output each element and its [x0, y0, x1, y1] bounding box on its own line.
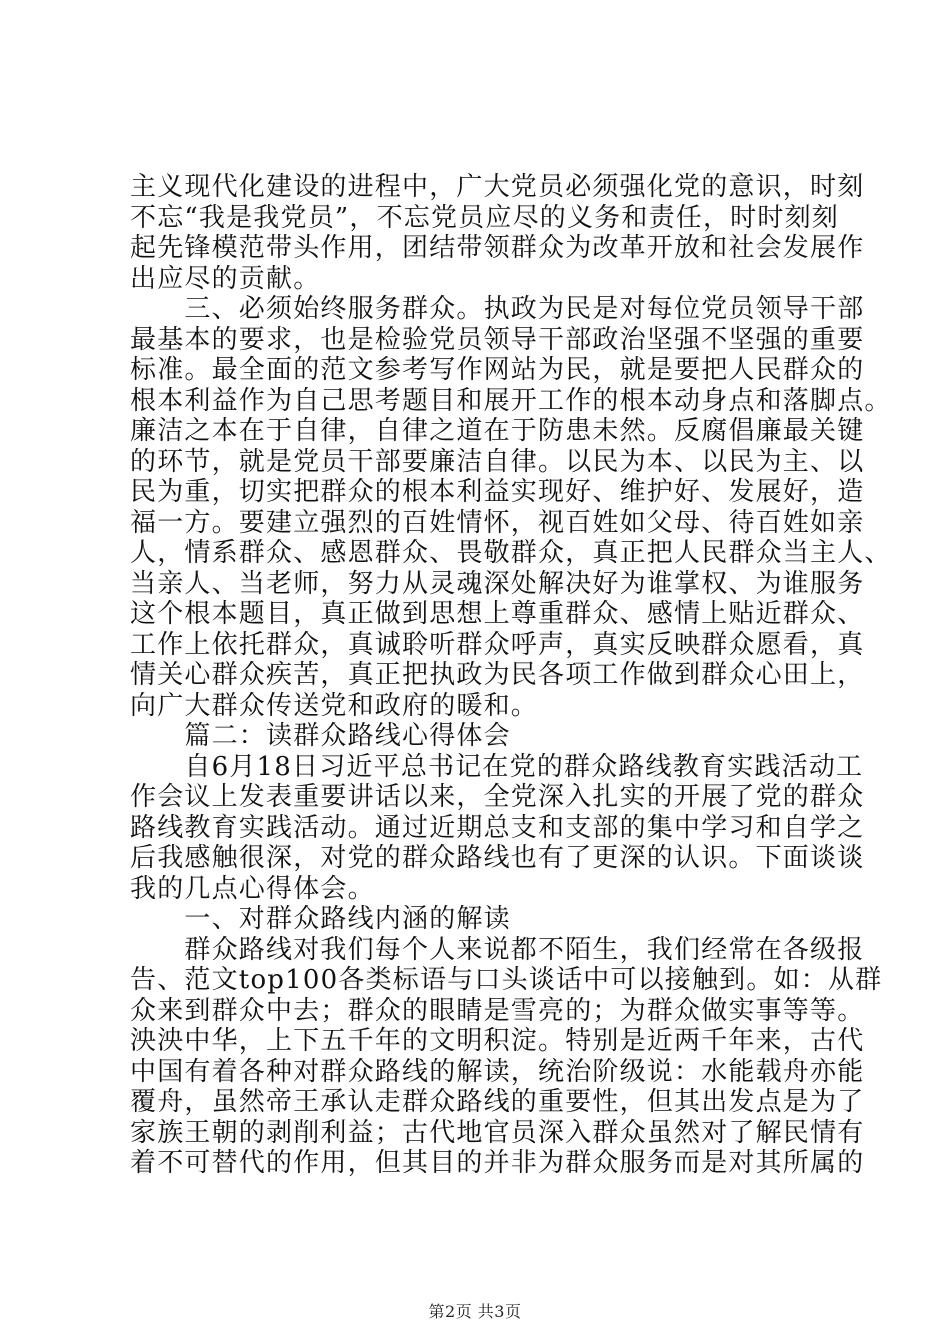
text-line: 人，情系群众、感恩群众、畏敬群众，真正把人民群众当主人、	[130, 538, 892, 568]
text-line: 廉洁之本在于自律，自律之道在于防患未然。反腐倡廉最关键	[130, 416, 865, 446]
text-line: 出应尽的贡献。	[130, 263, 321, 294]
text-line: 根本利益作为自己思考题目和展开工作的根本动身点和落脚点。	[130, 385, 892, 416]
text-line-overflow-a: 家族王朝的剥削利益；古代地官员深入群众虽然对了解民情有	[130, 1117, 865, 1148]
text-line: 民为重，切实把群众的根本利益实现好、维护好、发展好，造	[130, 477, 865, 507]
section-heading: 篇二：读群众路线心得体会	[130, 721, 511, 751]
text-line: 泱泱中华，上下五千年的文明积淀。特别是近两千年来，古代	[130, 1026, 865, 1056]
text-line: 起先锋模范带头作用，团结带领群众为改革开放和社会发展作	[130, 233, 865, 263]
text-line: 我的几点心得体会。	[130, 873, 375, 904]
section-heading: 一、对群众路线内涵的解读	[130, 904, 511, 934]
text-line: 最基本的要求，也是检验党员领导干部政治坚强不坚强的重要	[130, 324, 865, 355]
text-line: 标准。最全面的范文参考写作网站为民，就是要把人民群众的	[130, 355, 865, 385]
text-line: 工作上依托群众，真诚聆听群众呼声，真实反映群众愿看，真	[130, 629, 865, 660]
text-line-overflow-b: 着不可替代的作用，但其目的并非为群众服务而是对其所属的	[130, 1148, 865, 1178]
text-line: 这个根本题目，真正做到思想上尊重群众、感情上贴近群众、	[130, 599, 865, 629]
page-number-footer: 第2页 共3页	[428, 1302, 522, 1321]
text-line: 告、范文top100各类标语与口头谈话中可以接触到。如：从群	[130, 965, 883, 995]
text-line: 福一方。要建立强烈的百姓情怀，视百姓如父母、待百姓如亲	[130, 507, 865, 538]
text-line: 向广大群众传送党和政府的暖和。	[130, 690, 539, 721]
text-line: 不忘“我是我党员”，不忘党员应尽的义务和责任，时时刻刻	[130, 202, 839, 233]
text-line: 主义现代化建设的进程中，广大党员必须强化党的意识，时刻	[130, 172, 865, 202]
text-line: 中国有着各种对群众路线的解读，统治阶级说：水能载舟亦能	[130, 1056, 865, 1087]
text-line: 自6月18日习近平总书记在党的群众路线教育实践活动工	[130, 751, 864, 782]
text-line: 情关心群众疾苦，真正把执政为民各项工作做到群众心田上，	[130, 660, 865, 690]
text-line: 群众路线对我们每个人来说都不陌生，我们经常在各级报	[130, 934, 865, 965]
text-line: 后我感触很深，对党的群众路线也有了更深的认识。下面谈谈	[130, 843, 865, 873]
text-line: 当亲人、当老师，努力从灵魂深处解决好为谁掌权、为谁服务	[130, 568, 865, 599]
text-line: 作会议上发表重要讲话以来，全党深入扎实的开展了党的群众	[130, 782, 865, 812]
text-line: 众来到群众中去；群众的眼睛是雪亮的；为群众做实事等等。	[130, 995, 865, 1026]
text-line: 的环节，就是党员干部要廉洁自律。以民为本、以民为主、以	[130, 446, 865, 477]
text-line: 路线教育实践活动。通过近期总支和支部的集中学习和自学之	[130, 812, 865, 843]
text-line: 覆舟，虽然帝王承认走群众路线的重要性，但其出发点是为了	[130, 1087, 865, 1117]
text-line: 三、必须始终服务群众。执政为民是对每位党员领导干部	[130, 294, 865, 324]
